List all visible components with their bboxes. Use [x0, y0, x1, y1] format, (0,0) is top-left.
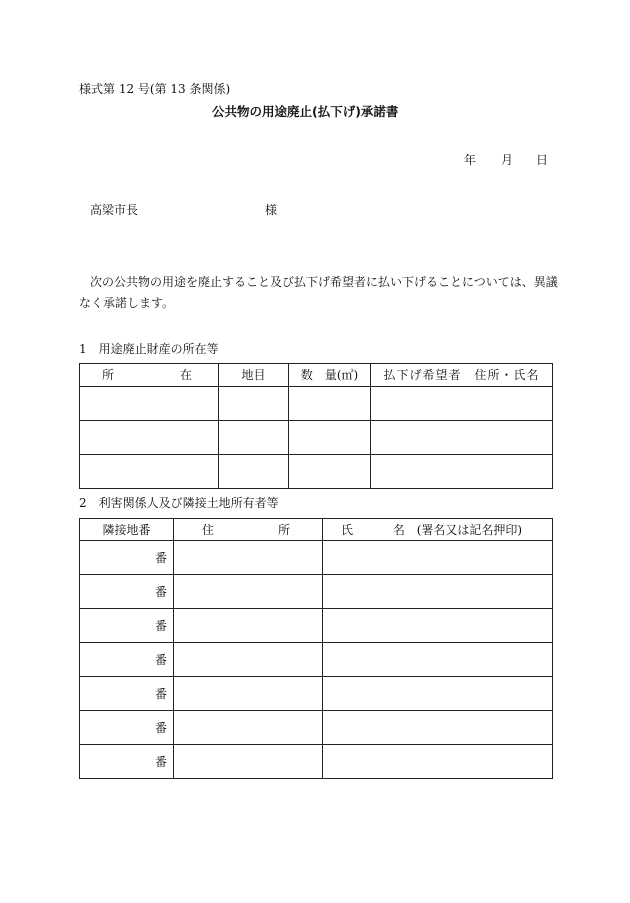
- section2-heading: 2 利害関係人及び隣接土地所有者等: [79, 496, 279, 510]
- header-location-b: 在: [179, 368, 192, 382]
- header-name-a: 氏: [341, 522, 354, 537]
- cell-location[interactable]: [80, 421, 219, 455]
- header-location-a: 所: [102, 368, 115, 382]
- body-text-line1: 次の公共物の用途を廃止すること及び払下げ希望者に払い下げることについては、異議: [90, 275, 558, 289]
- date-day-label: 日: [536, 153, 549, 167]
- header-quantity: 数 量(㎡): [289, 364, 371, 387]
- cell-lot-number[interactable]: 番: [80, 745, 174, 779]
- cell-name[interactable]: [323, 677, 553, 711]
- property-table: [79, 363, 553, 489]
- neighbor-row: [80, 541, 553, 575]
- cell-buyer[interactable]: [371, 387, 553, 421]
- header-name-b: 名: [392, 522, 405, 537]
- addressee-name: 高梁市長: [90, 203, 139, 217]
- cell-land-category[interactable]: [219, 387, 289, 421]
- header-name-note: (署名又は記名押印): [416, 522, 523, 537]
- header-address-a: 住: [202, 522, 215, 537]
- neighbor-row: [80, 711, 553, 745]
- header-name: [323, 519, 553, 541]
- property-row: [80, 455, 553, 489]
- cell-address[interactable]: [174, 711, 323, 745]
- property-row: [80, 387, 553, 421]
- cell-name[interactable]: [323, 541, 553, 575]
- cell-name[interactable]: [323, 643, 553, 677]
- property-row: [80, 421, 553, 455]
- cell-name[interactable]: [323, 575, 553, 609]
- cell-quantity[interactable]: [289, 455, 371, 489]
- date-month-label: 月: [501, 153, 514, 167]
- cell-lot-number[interactable]: 番: [80, 575, 174, 609]
- cell-land-category[interactable]: [219, 421, 289, 455]
- header-address-b: 所: [277, 522, 290, 537]
- cell-address[interactable]: [174, 643, 323, 677]
- cell-name[interactable]: [323, 745, 553, 779]
- cell-location[interactable]: [80, 387, 219, 421]
- neighbor-row: [80, 677, 553, 711]
- section1-heading: 1 用途廃止財産の所在等: [79, 342, 219, 356]
- cell-quantity[interactable]: [289, 421, 371, 455]
- cell-quantity[interactable]: [289, 387, 371, 421]
- document-title: 公共物の用途廃止(払下げ)承諾書: [212, 104, 399, 119]
- neighbor-row: [80, 643, 553, 677]
- neighbor-row: [80, 745, 553, 779]
- cell-buyer[interactable]: [371, 455, 553, 489]
- cell-location[interactable]: [80, 455, 219, 489]
- header-address: [174, 519, 323, 541]
- date-year-label: 年: [464, 153, 477, 167]
- header-buyer: 払下げ希望者 住所・氏名: [371, 364, 553, 387]
- cell-buyer[interactable]: [371, 421, 553, 455]
- cell-name[interactable]: [323, 711, 553, 745]
- cell-lot-number[interactable]: 番: [80, 677, 174, 711]
- cell-address[interactable]: [174, 745, 323, 779]
- addressee-suffix: 様: [265, 203, 278, 217]
- cell-address[interactable]: [174, 609, 323, 643]
- cell-land-category[interactable]: [219, 455, 289, 489]
- cell-address[interactable]: [174, 541, 323, 575]
- body-text-line2: なく承諾します。: [79, 296, 175, 310]
- header-location: [80, 364, 219, 387]
- neighbor-row: [80, 609, 553, 643]
- cell-lot-number[interactable]: 番: [80, 609, 174, 643]
- neighbor-row: [80, 575, 553, 609]
- cell-lot-number[interactable]: 番: [80, 711, 174, 745]
- cell-lot-number[interactable]: 番: [80, 643, 174, 677]
- cell-address[interactable]: [174, 677, 323, 711]
- cell-address[interactable]: [174, 575, 323, 609]
- cell-name[interactable]: [323, 609, 553, 643]
- header-land-category: 地目: [219, 364, 289, 387]
- neighbor-table: [79, 518, 553, 779]
- header-adjacent-lot: 隣接地番: [80, 519, 174, 541]
- form-number: 様式第 12 号(第 13 条関係): [79, 82, 231, 96]
- cell-lot-number[interactable]: 番: [80, 541, 174, 575]
